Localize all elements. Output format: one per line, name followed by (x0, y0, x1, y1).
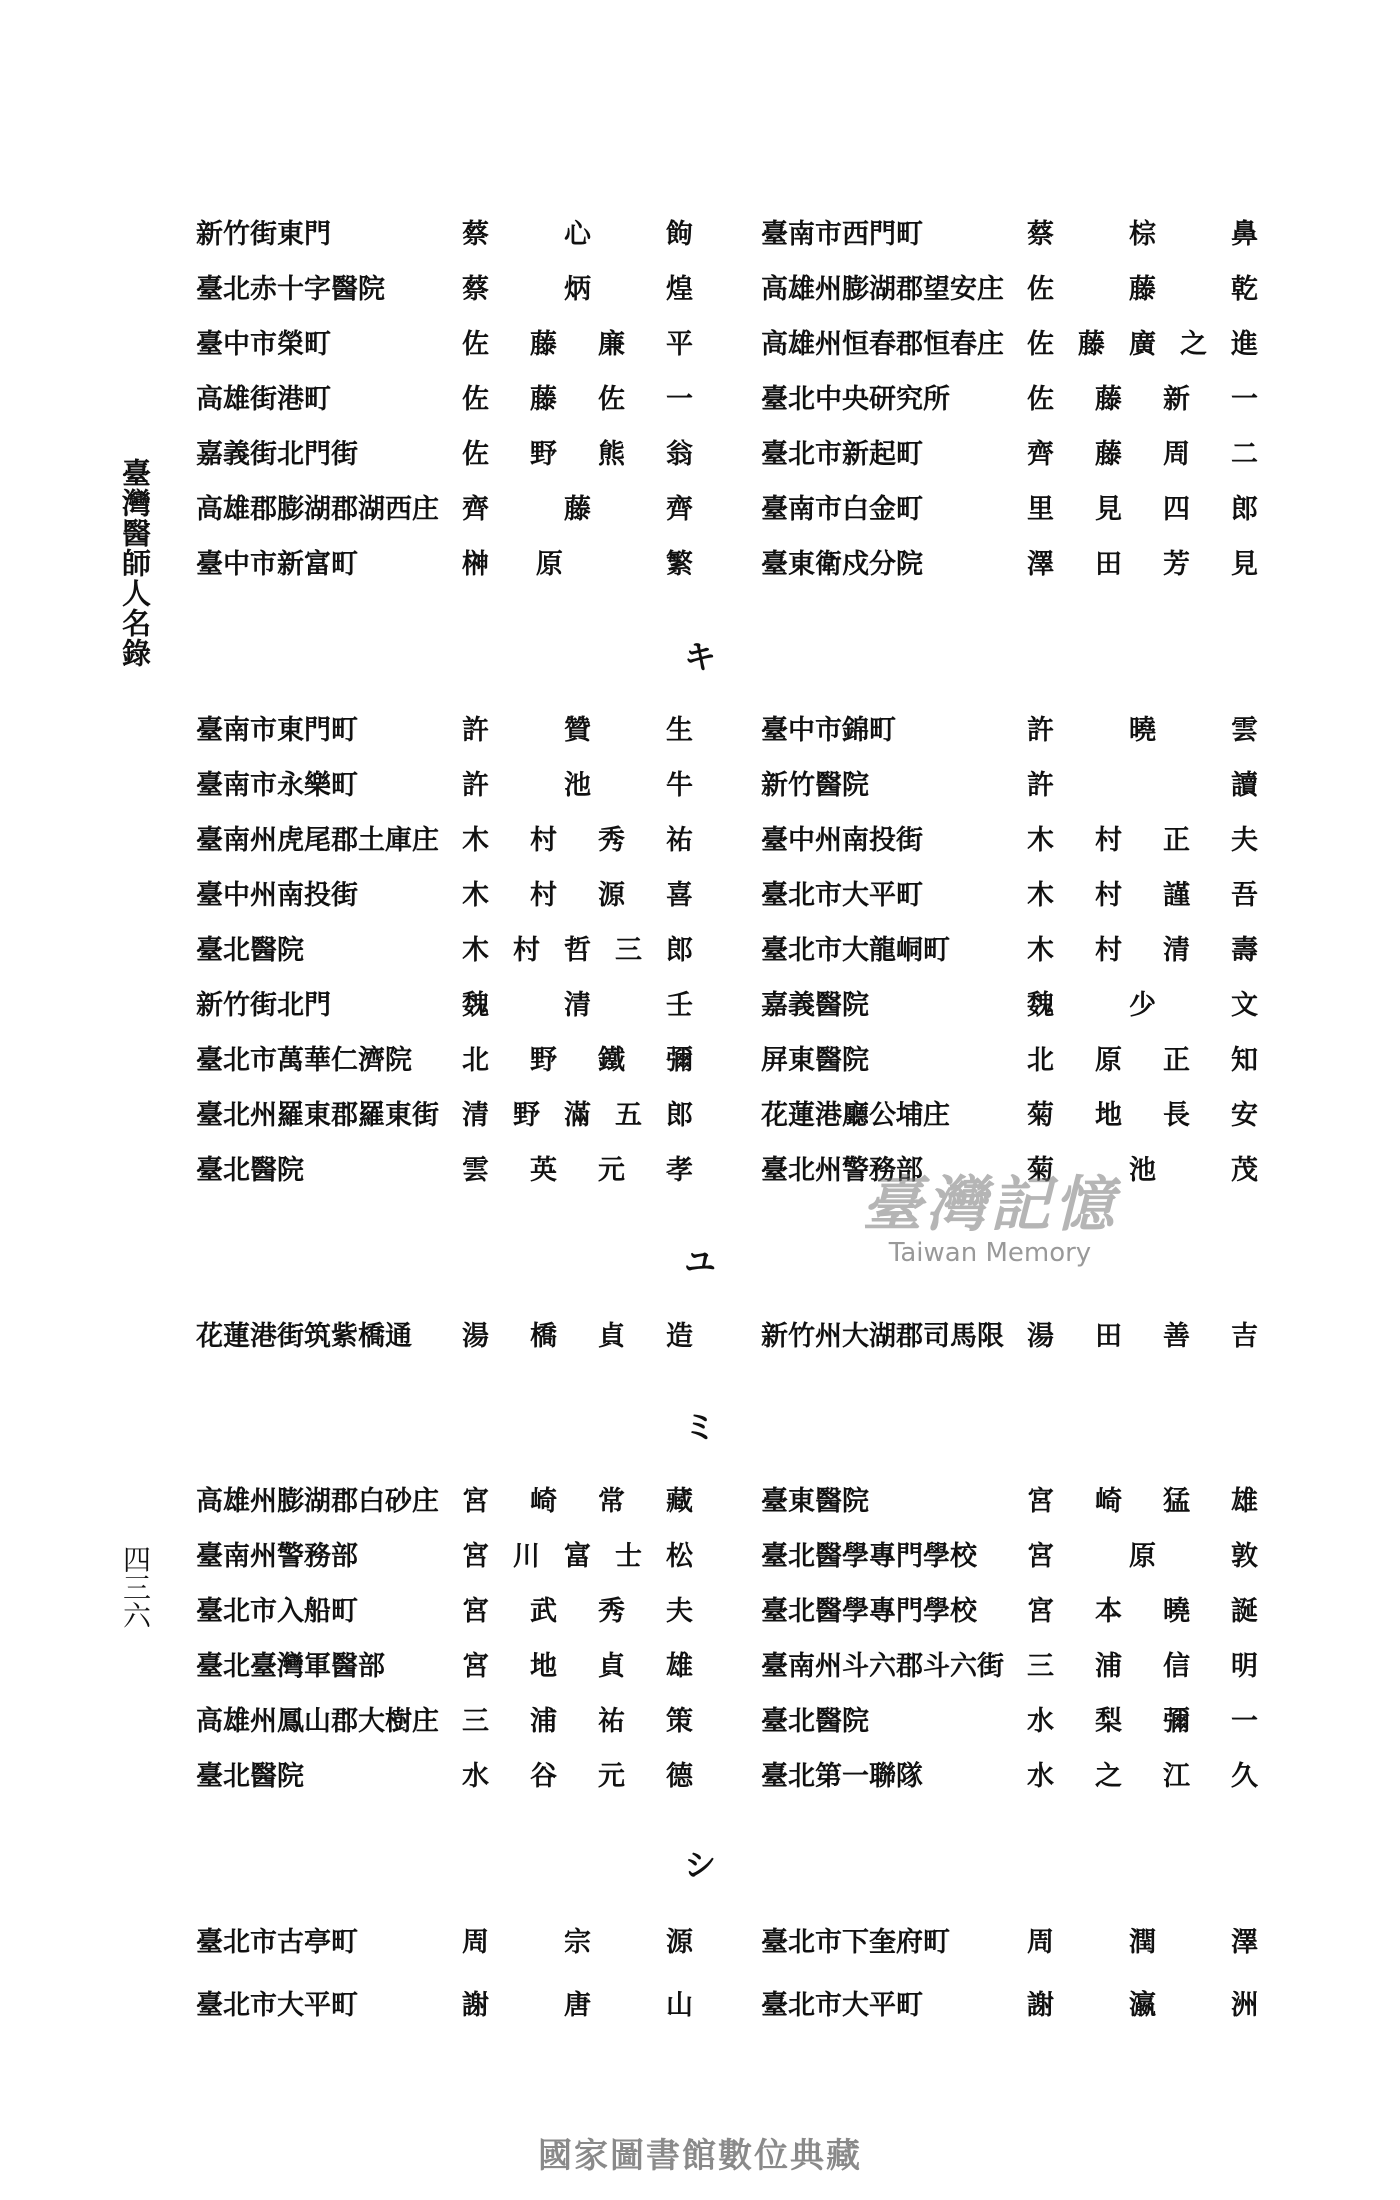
entry-address: 花蓮港街筑紫橋通 (196, 1321, 412, 1352)
entry-address: 高雄街港町 (196, 384, 331, 415)
physician-entry (761, 1041, 1258, 1081)
entry-name: 三浦信明 (1027, 1651, 1258, 1682)
entry-address: 臺北州羅東郡羅東街 (196, 1100, 439, 1131)
entry-address: 臺北醫院 (196, 1761, 304, 1792)
entry-address: 臺北醫學專門學校 (761, 1596, 977, 1627)
entry-row (196, 1592, 1258, 1632)
physician-entry (196, 270, 693, 310)
entry-row (196, 876, 1258, 916)
physician-entry (761, 986, 1258, 1026)
physician-entry (196, 1482, 693, 1522)
entry-row (196, 490, 1258, 530)
physician-entry (196, 325, 693, 365)
entry-address: 臺東醫院 (761, 1486, 869, 1517)
entry-name: 宮武秀夫 (462, 1596, 693, 1627)
physician-entry (761, 1702, 1258, 1742)
entry-row (196, 1151, 1258, 1191)
entry-name: 許讀 (1027, 770, 1258, 801)
section-kana-heading: キ (683, 638, 716, 676)
entry-address: 臺中市錦町 (761, 715, 896, 746)
entry-address: 新竹醫院 (761, 770, 869, 801)
physician-entry (196, 545, 693, 585)
physician-entry (196, 876, 693, 916)
entry-name: 蔡心䬲 (462, 219, 693, 250)
physician-entry (196, 1757, 693, 1797)
entry-address: 臺中市新富町 (196, 549, 358, 580)
entry-address: 臺北市新起町 (761, 439, 923, 470)
entry-row (196, 1537, 1258, 1577)
physician-entry (196, 1151, 693, 1191)
entry-address: 新竹街東門 (196, 219, 331, 250)
entry-name: 水之江久 (1027, 1761, 1258, 1792)
entry-address: 臺南州虎尾郡土庫庄 (196, 825, 439, 856)
entry-address: 花蓮港廳公埔庄 (761, 1100, 950, 1131)
physician-entry (761, 1647, 1258, 1687)
physician-entry (761, 876, 1258, 916)
entry-row (196, 1096, 1258, 1136)
physician-entry (196, 215, 693, 255)
book-title: 臺灣醫師人名錄 (118, 458, 152, 668)
entry-name: 周宗源 (462, 1927, 693, 1958)
section-kana-heading: ミ (683, 1408, 716, 1446)
physician-entry (761, 490, 1258, 530)
entry-name: 三浦祐策 (462, 1706, 693, 1737)
entry-address: 臺北市萬華仁濟院 (196, 1045, 412, 1076)
physician-entry (761, 270, 1258, 310)
entry-row (196, 270, 1258, 310)
entry-row (196, 435, 1258, 475)
entry-name: 水谷元德 (462, 1761, 693, 1792)
watermark-cjk: 臺灣記憶 (862, 1170, 1118, 1240)
physician-entry (196, 1923, 693, 1963)
entry-address: 臺北赤十字醫院 (196, 274, 385, 305)
physician-entry (196, 1041, 693, 1081)
physician-entry (761, 1537, 1258, 1577)
entry-address: 屏東醫院 (761, 1045, 869, 1076)
entry-row (196, 545, 1258, 585)
physician-entry (196, 380, 693, 420)
physician-entry (761, 215, 1258, 255)
physician-entry (196, 1647, 693, 1687)
physician-entry (196, 986, 693, 1026)
physician-entry (761, 1482, 1258, 1522)
entry-name: 齊藤周二 (1027, 439, 1258, 470)
physician-entry (761, 435, 1258, 475)
entry-row (196, 1482, 1258, 1522)
physician-entry (196, 1537, 693, 1577)
entry-address: 臺東衛戍分院 (761, 549, 923, 580)
entry-name: 木村謹吾 (1027, 880, 1258, 911)
entry-name: 蔡炳煌 (462, 274, 693, 305)
physician-entry (196, 766, 693, 806)
entry-address: 臺中州南投街 (196, 880, 358, 911)
entry-name: 里見四郎 (1027, 494, 1258, 525)
entry-address: 臺北州警務部 (761, 1155, 923, 1186)
entry-name: 木村哲三郎 (462, 935, 693, 966)
entry-name: 北野鐵彌 (462, 1045, 693, 1076)
entry-row (196, 1702, 1258, 1742)
entry-address: 臺北醫院 (761, 1706, 869, 1737)
entry-row (196, 1986, 1258, 2026)
entry-row (196, 215, 1258, 255)
physician-entry (196, 1702, 693, 1742)
physician-entry (196, 821, 693, 861)
entry-address: 臺中州南投街 (761, 825, 923, 856)
entry-name: 木村正夫 (1027, 825, 1258, 856)
entry-name: 木村秀祐 (462, 825, 693, 856)
entry-name: 蔡棕鼻 (1027, 219, 1258, 250)
entry-name: 湯田善吉 (1027, 1321, 1258, 1352)
entry-name: 湯橋貞造 (462, 1321, 693, 1352)
entry-name: 榊原 繁 (462, 549, 693, 580)
physician-entry (196, 1317, 693, 1357)
entry-row (196, 1041, 1258, 1081)
entry-row (196, 986, 1258, 1026)
entry-row (196, 325, 1258, 365)
entry-address: 臺南州斗六郡斗六街 (761, 1651, 1004, 1682)
physician-entry (196, 1592, 693, 1632)
entry-name: 謝唐山 (462, 1990, 693, 2021)
entry-name: 木村源喜 (462, 880, 693, 911)
entry-name: 菊地長安 (1027, 1100, 1258, 1131)
entry-name: 宮地貞雄 (462, 1651, 693, 1682)
entry-address: 嘉義醫院 (761, 990, 869, 1021)
physician-entry (196, 1096, 693, 1136)
entry-name: 清野滿五郎 (462, 1100, 693, 1131)
entry-address: 臺北醫學專門學校 (761, 1541, 977, 1572)
entry-name: 宮崎猛雄 (1027, 1486, 1258, 1517)
entry-name: 周潤澤 (1027, 1927, 1258, 1958)
physician-entry (761, 931, 1258, 971)
physician-entry (196, 435, 693, 475)
entry-name: 許曉雲 (1027, 715, 1258, 746)
entry-row (196, 1923, 1258, 1963)
entry-name: 宮川富士松 (462, 1541, 693, 1572)
physician-entry (761, 1317, 1258, 1357)
entry-address: 臺北臺灣軍醫部 (196, 1651, 385, 1682)
entry-name: 魏清壬 (462, 990, 693, 1021)
entry-name: 宮本曉誕 (1027, 1596, 1258, 1627)
entry-name: 魏少文 (1027, 990, 1258, 1021)
entry-address: 臺北第一聯隊 (761, 1761, 923, 1792)
physician-entry (196, 490, 693, 530)
entry-address: 臺北市大龍峒町 (761, 935, 950, 966)
entry-name: 佐野熊翁 (462, 439, 693, 470)
entry-address: 臺南市西門町 (761, 219, 923, 250)
entry-row (196, 821, 1258, 861)
entry-address: 高雄郡膨湖郡湖西庄 (196, 494, 439, 525)
entry-name: 謝瀛洲 (1027, 1990, 1258, 2021)
entry-name: 佐藤佐一 (462, 384, 693, 415)
section-kana-heading: ユ (683, 1243, 716, 1281)
entry-address: 臺北市大平町 (761, 880, 923, 911)
entry-row (196, 1317, 1258, 1357)
entry-address: 高雄州鳳山郡大樹庄 (196, 1706, 439, 1737)
entry-row (196, 931, 1258, 971)
entry-name: 宮原敦 (1027, 1541, 1258, 1572)
entry-address: 臺北市古亭町 (196, 1927, 358, 1958)
entry-address: 新竹街北門 (196, 990, 331, 1021)
physician-entry (761, 1923, 1258, 1963)
physician-entry (761, 711, 1258, 751)
entry-name: 佐藤新一 (1027, 384, 1258, 415)
entry-name: 雲英元孝 (462, 1155, 693, 1186)
physician-entry (761, 1592, 1258, 1632)
entry-address: 臺北市下奎府町 (761, 1927, 950, 1958)
entry-address: 高雄州膨湖郡白砂庄 (196, 1486, 439, 1517)
entry-name: 澤田芳見 (1027, 549, 1258, 580)
entry-name: 水梨彌一 (1027, 1706, 1258, 1737)
physician-entry (761, 1986, 1258, 2026)
physician-entry (196, 711, 693, 751)
entry-address: 高雄州恒春郡恒春庄 (761, 329, 1004, 360)
watermark-en: Taiwan Memory (888, 1238, 1092, 1268)
physician-entry (761, 821, 1258, 861)
entry-row (196, 1757, 1258, 1797)
physician-entry (196, 931, 693, 971)
entry-address: 臺北中央研究所 (761, 384, 950, 415)
entry-name: 宮崎常藏 (462, 1486, 693, 1517)
entry-address: 臺北市大平町 (761, 1990, 923, 2021)
footer-credit: 國家圖書館數位典藏 (538, 2136, 862, 2176)
physician-entry (761, 545, 1258, 585)
entry-address: 臺中市榮町 (196, 329, 331, 360)
entry-address: 高雄州膨湖郡望安庄 (761, 274, 1004, 305)
physician-entry (761, 1757, 1258, 1797)
physician-entry (761, 325, 1258, 365)
entry-address: 臺北醫院 (196, 935, 304, 966)
section-kana-heading: シ (683, 1846, 716, 1884)
entry-address: 臺北醫院 (196, 1155, 304, 1186)
page-number: 四三六 (119, 1545, 152, 1629)
entry-address: 新竹州大湖郡司馬限 (761, 1321, 1004, 1352)
entry-row (196, 380, 1258, 420)
entry-name: 許贊生 (462, 715, 693, 746)
entry-address: 臺南市東門町 (196, 715, 358, 746)
entry-name: 佐藤乾 (1027, 274, 1258, 305)
entry-name: 菊池茂 (1027, 1155, 1258, 1186)
entry-row (196, 711, 1258, 751)
entry-name: 許池牛 (462, 770, 693, 801)
physician-entry (196, 1986, 693, 2026)
entry-address: 嘉義街北門街 (196, 439, 358, 470)
entry-name: 木村清壽 (1027, 935, 1258, 966)
entry-address: 臺南市永樂町 (196, 770, 358, 801)
entry-name: 佐藤廣之進 (1027, 329, 1258, 360)
entry-address: 臺北市入船町 (196, 1596, 358, 1627)
entry-name: 北原正知 (1027, 1045, 1258, 1076)
entry-address: 臺南州警務部 (196, 1541, 358, 1572)
physician-entry (761, 1096, 1258, 1136)
entry-name: 佐藤廉平 (462, 329, 693, 360)
physician-entry (761, 1151, 1258, 1191)
entry-address: 臺北市大平町 (196, 1990, 358, 2021)
entry-row (196, 1647, 1258, 1687)
physician-entry (761, 380, 1258, 420)
entry-address: 臺南市白金町 (761, 494, 923, 525)
entry-name: 齊藤齊 (462, 494, 693, 525)
physician-entry (761, 766, 1258, 806)
entry-row (196, 766, 1258, 806)
